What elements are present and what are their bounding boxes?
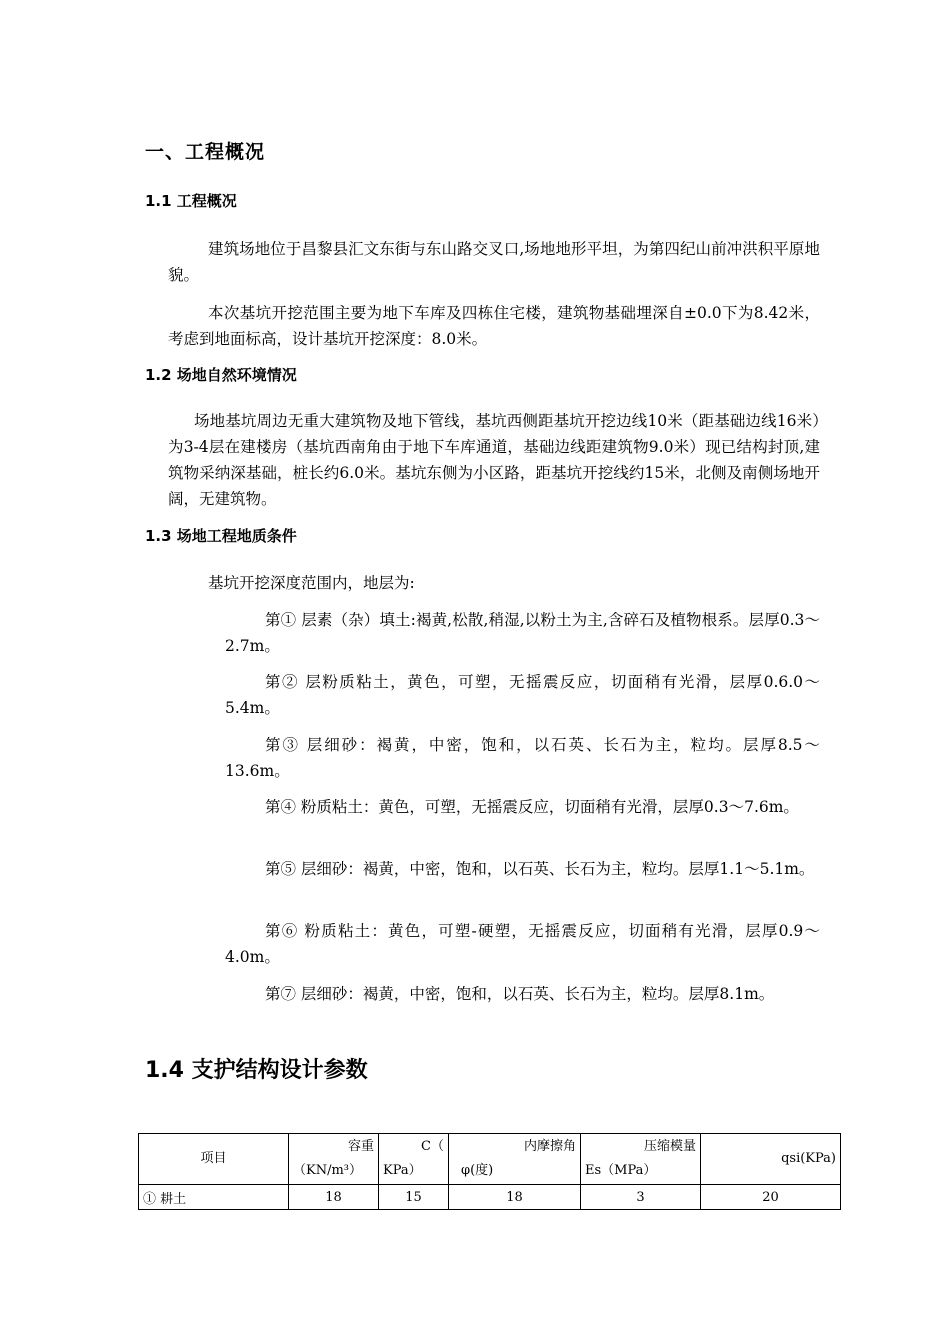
- subsection-title-1-1: 1.1 工程概况: [145, 192, 237, 210]
- header-friction-angle: 内摩擦角 φ(度): [449, 1134, 581, 1185]
- subsection-title-1-2: 1.2 场地自然环境情况: [145, 366, 297, 384]
- stratum-5: 第⑤ 层细砂：褐黄，中密，饱和，以石英、长石为主，粒均。层厚1.1～5.1m。: [265, 860, 815, 878]
- header-cohesion: C（ KPa）: [379, 1134, 449, 1185]
- paragraph-excavation-scope: 本次基坑开挖范围主要为地下车库及四栋住宅楼，建筑物基础埋深自±0.0下为8.42米，考虑到地面标高，设计基坑开挖深度：8.0米。: [168, 304, 820, 348]
- row-compression-modulus: 3: [581, 1185, 701, 1210]
- stratum-4: 第④ 粉质粘土：黄色，可塑，无摇震反应，切面稍有光滑，层厚0.3～7.6m。: [265, 798, 799, 816]
- stratum-2: 第② 层粉质粘土，黄色，可塑，无摇震反应，切面稍有光滑，层厚0.6.0～5.4m。: [225, 673, 820, 717]
- subsection-title-1-4: 1.4 支护结构设计参数: [145, 1058, 368, 1083]
- table-header-row: [139, 1134, 841, 1185]
- row-cohesion: 15: [379, 1185, 449, 1210]
- header-qsi: qsi(KPa): [701, 1134, 841, 1185]
- section-title: 一、工程概况: [145, 141, 266, 163]
- paragraph-environment: 场地基坑周边无重大建筑物及地下管线，基坑西侧距基坑开挖边线10米（距基础边线16米）为3-4层在建楼房（基坑西南角由于地下车库通道，基础边线距建筑物9.0米）现已结构封顶,建筑物采纳深基础，桩长约6.0米。基坑东侧为小区路，距基坑开挖线约15米，北侧及南侧场地开阔，无建筑物。: [168, 412, 820, 508]
- table-row: [139, 1185, 841, 1210]
- row-unit-weight: 18: [289, 1185, 379, 1210]
- stratum-1: 第① 层素（杂）填土:褐黄,松散,稍湿,以粉土为主,含碎石及植物根系。层厚0.3～2.7m。: [225, 611, 820, 655]
- row-friction-angle: 18: [449, 1185, 581, 1210]
- subsection-title-1-3: 1.3 场地工程地质条件: [145, 527, 297, 545]
- row-name: ① 耕土: [139, 1185, 289, 1210]
- header-item: 项目: [139, 1134, 289, 1185]
- stratum-7: 第⑦ 层细砂：褐黄，中密，饱和，以石英、长石为主，粒均。层厚8.1m。: [265, 985, 775, 1003]
- header-unit-weight: 容重 （KN/m³）: [289, 1134, 379, 1185]
- stratum-3: 第③ 层细砂：褐黄，中密，饱和，以石英、长石为主，粒均。层厚8.5～13.6m。: [225, 736, 820, 780]
- header-compression-modulus: 压缩模量 Es（MPa）: [581, 1134, 701, 1185]
- row-qsi: 20: [701, 1185, 841, 1210]
- design-parameters-table: [138, 1133, 841, 1210]
- paragraph-strata-intro: 基坑开挖深度范围内，地层为:: [208, 574, 415, 592]
- stratum-6: 第⑥ 粉质粘土：黄色，可塑-硬塑，无摇震反应，切面稍有光滑，层厚0.9～4.0m。: [225, 922, 820, 966]
- paragraph-site-location: 建筑场地位于昌黎县汇文东街与东山路交叉口,场地地形平坦，为第四纪山前冲洪积平原地貌。: [168, 240, 820, 284]
